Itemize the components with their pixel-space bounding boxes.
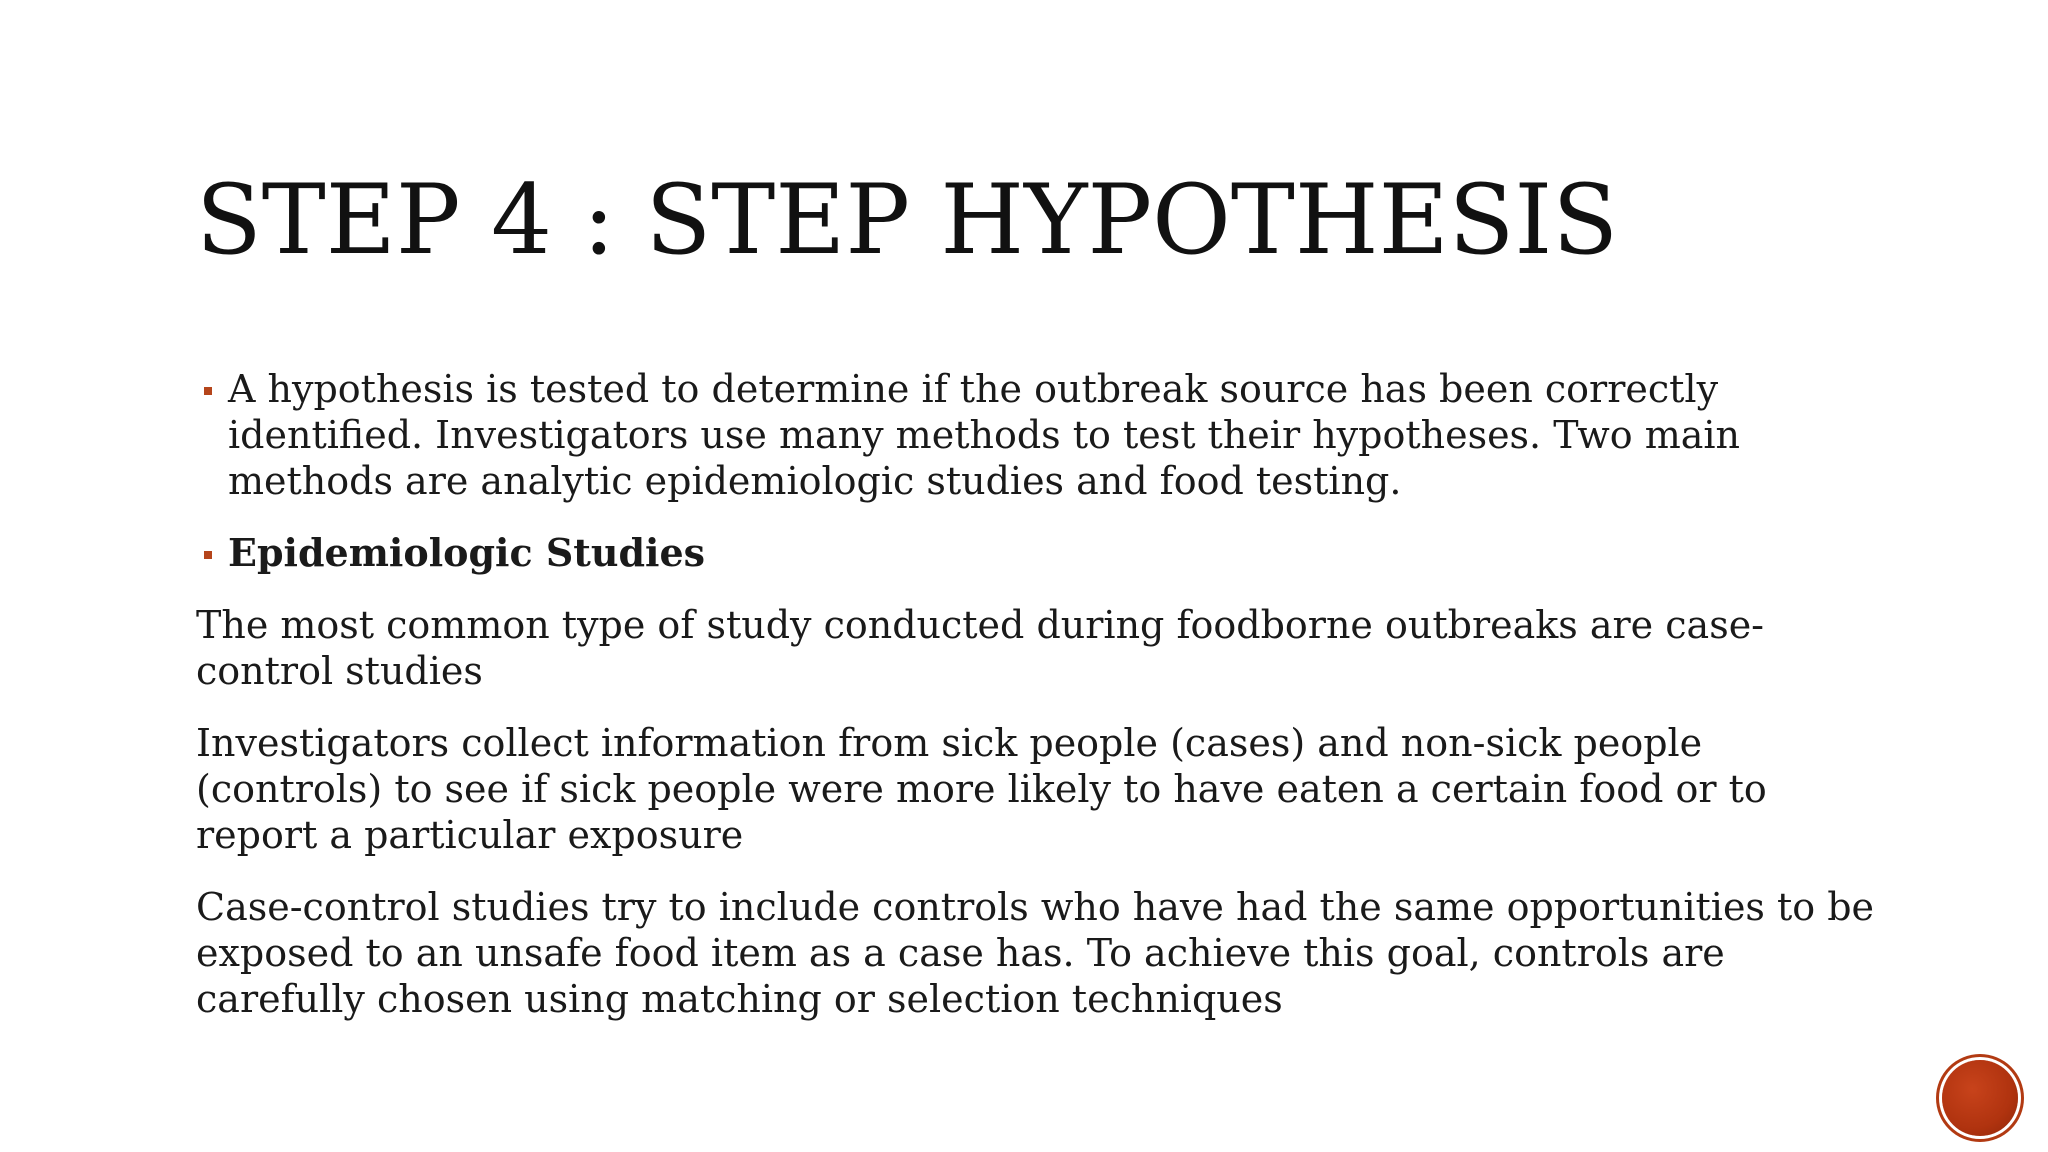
paragraph-case-control: The most common type of study conducted during foodborne outbreaks are case-control studies [196, 603, 1765, 693]
square-bullet-icon [204, 551, 212, 559]
slide-title: STEP 4 : STEP HYPOTHESIS [196, 164, 1619, 276]
paragraph-controls: Case-control studies try to include controls who have had the same opportunities to be exposed to an unsafe food item as a case has. To achieve this goal, controls are carefully chosen using matching or selection techniques [196, 885, 1875, 1021]
bullet-heading: Epidemiologic Studies [228, 530, 706, 575]
bullet-item-epidemiologic-studies [196, 530, 1896, 576]
slide-body [196, 366, 1896, 1048]
circle-badge-icon [1942, 1060, 2018, 1136]
square-bullet-icon [204, 387, 212, 395]
bullet-item-hypothesis [196, 366, 1896, 504]
paragraph-investigators: Investigators collect information from sick people (cases) and non-sick people (controls) to see if sick people were more likely to have eaten a certain food or to report a particular exposure [196, 721, 1767, 857]
bullet-text: A hypothesis is tested to determine if the outbreak source has been correctly identified. Investigators use many methods to test their hypotheses. Two main methods are analytic epidemiologic studies and food testing. [228, 367, 1741, 503]
